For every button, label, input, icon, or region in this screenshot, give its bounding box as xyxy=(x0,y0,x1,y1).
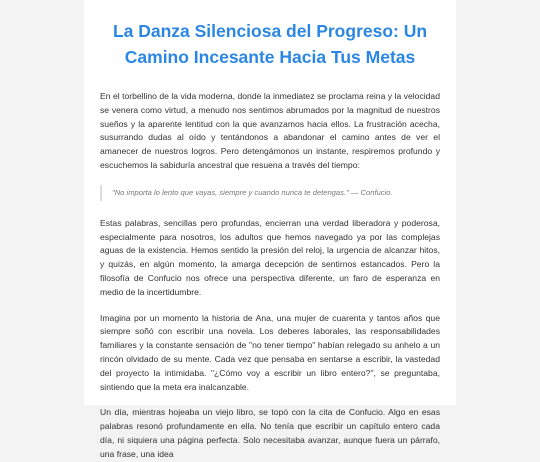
paragraph-intro: En el torbellino de la vida moderna, donde la inmediatez se proclama reina y la velocidad se venera como virtud, a menudo nos sentimos abrumados por la magnitud de nuestros sueños y la aparente lentitud con la que avanzamos hacia ellos. La frustración acecha, susurrando dudas al oído y tentándonos a abandonar el camino antes de ver el amanecer de nuestros logros. Pero detengámonos un instante, respiremos profundo y escuchemos la sabiduría ancestral que resuena a través del tiempo: xyxy=(100,91,440,170)
confucius-quote: "No importa lo lento que vayas, siempre y cuando nunca te detengas." — Confucio. xyxy=(100,185,440,201)
paragraph-reflection: Estas palabras, sencillas pero profundas, encierran una verdad liberadora y poderosa, especialmente para nosotros, los adultos que hemos navegado ya por las complejas aguas de la existencia. Hemos sentido la presión del reloj, la urgencia de alcanzar hitos, y quizás, en algún momento, la amarga decepción de sentirnos estancados. Pero la filosofía de Confucio nos ofrece una perspectiva diferente, un faro de esperanza en medio de la incertidumbre. xyxy=(100,217,440,297)
article-title: La Danza Silenciosa del Progreso: Un Camino Incesante Hacia Tus Metas xyxy=(112,21,428,67)
paragraph-ana-story: Imagina por un momento la historia de Ana, una mujer de cuarenta y tantos años que siempre soñó con escribir una novela. Los deberes laborales, las responsabilidades familiares y la constante sensación de "no tener tiempo" habían relegado su anhelo a un rincón olvidado de su mente. Cada vez que pensaba en sentarse a escribir, la vastedad del proyecto la intimidaba. "¿Cómo voy a escribir un libro entero?", se preguntaba, sintiendo que la meta era inalcanzable. xyxy=(100,312,440,392)
article-body xyxy=(100,0,440,462)
paragraph-discovery: Un día, mientras hojeaba un viejo libro, se topó con la cita de Confucio. Algo en esas palabras resonó profundamente en ella. No tenía que escribir un capítulo entero cada día, ni siquiera una página perfecta. Solo necesitaba avanzar, aunque fuera un párrafo, una frase, una idea xyxy=(100,407,440,459)
document-page xyxy=(84,0,456,459)
